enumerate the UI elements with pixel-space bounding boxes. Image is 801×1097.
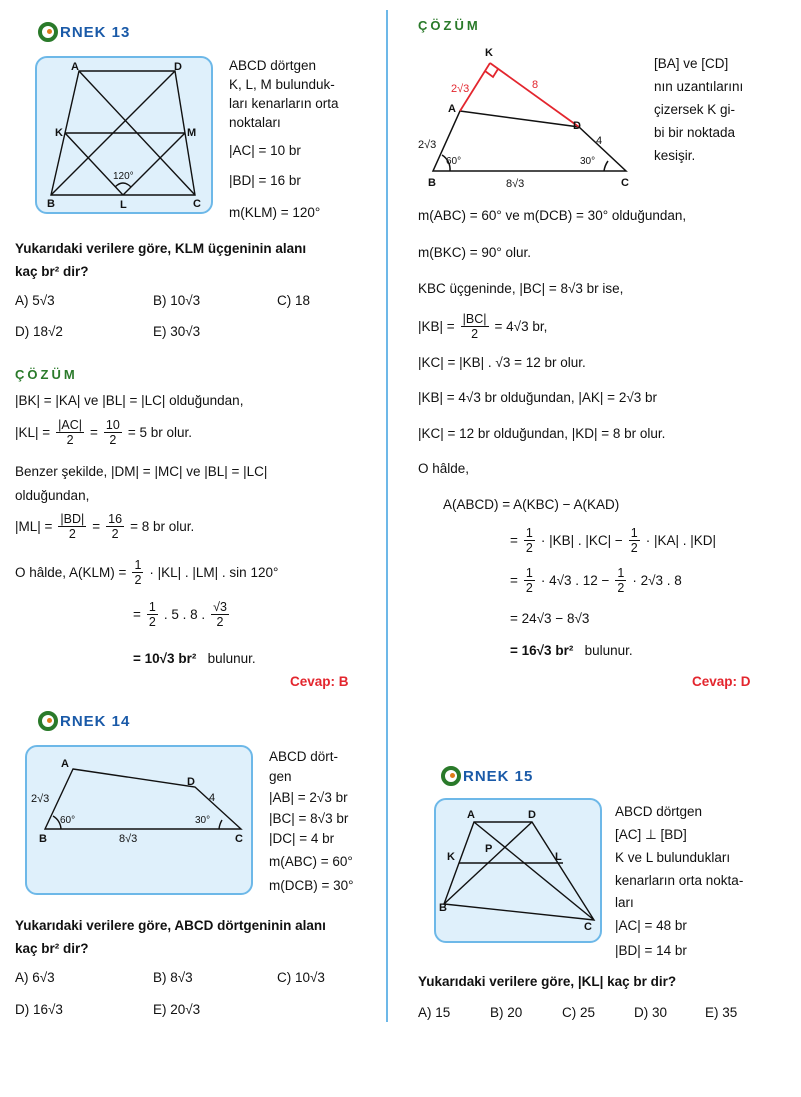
desc-line: K, L, M bulunduk- xyxy=(229,77,335,92)
expr: · |KL| . |LM| . sin 120° xyxy=(149,564,279,580)
ornek-14-figure xyxy=(25,745,253,895)
cozum-14-line-9: A(ABCD) = A(KBC) − A(KAD) xyxy=(443,497,620,512)
expr: = xyxy=(133,606,141,622)
expr: = xyxy=(510,572,518,588)
desc-line: ları kenarların orta xyxy=(229,96,339,111)
cozum-14-line-1: m(ABC) = 60° ve m(DCB) = 30° olduğundan, xyxy=(418,208,687,223)
ornek-14-description xyxy=(269,747,354,897)
cozum-13-line-7 xyxy=(133,600,231,629)
fig-sol-angle-b: 60° xyxy=(446,156,462,167)
fraction xyxy=(524,566,535,595)
desc-line: ABCD dörtgen xyxy=(229,58,317,73)
column-divider xyxy=(386,10,388,1022)
expr: · |KB| . |KC| − xyxy=(540,532,623,548)
fig-sol-side-ka: 2√3 xyxy=(451,83,470,95)
fig14-label-b: B xyxy=(39,833,47,845)
fraction xyxy=(524,526,535,555)
expr: = xyxy=(510,532,518,548)
fig-sol-side-kd: 8 xyxy=(532,79,539,91)
fig15-label-c: C xyxy=(584,921,592,933)
desc-line: ABCD dört- xyxy=(269,749,339,764)
option-a[interactable]: A) 5√3 xyxy=(15,293,55,308)
ornek-13-question: Yukarıdaki verilere göre, KLM üçgeninin alanı xyxy=(15,241,307,256)
fraction xyxy=(629,526,640,555)
result: = 10√3 br² xyxy=(133,651,197,666)
fig13-label-c: C xyxy=(193,198,201,210)
fraction xyxy=(132,558,143,587)
desc-line: ları xyxy=(615,895,634,910)
expr: = 4√3 br, xyxy=(494,318,548,334)
desc-line: [AC] ⊥ [BD] xyxy=(615,827,687,842)
fig13-label-b: B xyxy=(47,198,55,210)
numerator: 1 xyxy=(148,600,156,614)
cozum-13-line-8 xyxy=(133,650,256,668)
denominator: 2 xyxy=(148,615,156,629)
desc-line: m(ABC) = 60° xyxy=(269,854,353,869)
fig-sol-label-b: B xyxy=(428,177,436,189)
numerator: |AC| xyxy=(58,418,83,432)
numerator: 1 xyxy=(617,566,625,580)
fig-sol-label-d: D xyxy=(573,120,581,132)
cozum-14-line-5: |KC| = |KB| . √3 = 12 br olur. xyxy=(418,355,586,370)
fig-sol-label-c: C xyxy=(621,177,629,189)
ornek-15-figure xyxy=(434,798,602,943)
cozum-14-side-text xyxy=(654,52,743,167)
denominator: 2 xyxy=(525,541,533,555)
cozum-14-line-3: KBC üçgeninde, |BC| = 8√3 br ise, xyxy=(418,281,624,296)
ornek-15-description xyxy=(615,800,743,963)
denominator: 2 xyxy=(471,327,479,341)
expr: · 2√3 . 8 xyxy=(632,572,682,588)
side-line: kesişir. xyxy=(654,148,696,163)
denominator: 2 xyxy=(68,527,76,541)
quadrilateral-perpendicular-diagram xyxy=(436,800,600,941)
fig15-label-p: P xyxy=(485,843,493,855)
numerator: |BD| xyxy=(60,512,85,526)
ornek-13-description xyxy=(229,56,339,222)
denominator: 2 xyxy=(111,527,119,541)
option-d[interactable]: D) 18√2 xyxy=(15,324,63,339)
numerator: 1 xyxy=(525,526,533,540)
desc-line: K ve L bulundukları xyxy=(615,850,731,865)
ornek-15-title xyxy=(441,766,533,786)
desc-line: ABCD dörtgen xyxy=(615,804,703,819)
cozum-13-line-2 xyxy=(15,418,192,447)
ornek-13-title xyxy=(38,22,130,42)
fig13-label-k: K xyxy=(55,127,63,139)
expr: · |KA| . |KD| xyxy=(645,532,717,548)
desc-line: |AC| = 10 br xyxy=(229,143,301,158)
desc-line: gen xyxy=(269,769,292,784)
fraction xyxy=(106,512,124,541)
desc-line: |DC| = 4 br xyxy=(269,831,335,846)
fraction xyxy=(461,312,489,341)
option-a[interactable]: A) 15 xyxy=(418,1005,451,1020)
numerator: 16 xyxy=(108,512,123,526)
expr: · 4√3 . 12 − xyxy=(540,572,610,588)
fig-sol-side-dc: 4 xyxy=(596,135,603,147)
denominator: 2 xyxy=(216,615,224,629)
fig14-label-d: D xyxy=(187,776,195,788)
side-line: bi bir noktada xyxy=(654,125,736,140)
option-c[interactable]: C) 18 xyxy=(277,293,311,308)
fig14-angle-b: 60° xyxy=(60,815,76,826)
ornek-15-question: Yukarıdaki verilere göre, |KL| kaç br dir? xyxy=(418,974,677,989)
fig13-angle-120: 120° xyxy=(113,171,134,182)
ornek-15-label: RNEK 15 xyxy=(463,767,534,785)
desc-line: m(DCB) = 30° xyxy=(269,878,354,893)
denominator: 2 xyxy=(617,581,625,595)
fraction xyxy=(104,418,122,447)
expr: O hâlde, A(KLM) = xyxy=(15,564,127,580)
numerator: √3 xyxy=(213,600,227,614)
cozum-14-line-6: |KB| = 4√3 br olduğundan, |AK| = 2√3 br xyxy=(418,390,657,405)
expr: |KB| = xyxy=(418,318,455,334)
fig15-label-a: A xyxy=(467,809,475,821)
cozum-14-line-12: = 24√3 − 8√3 xyxy=(510,611,590,626)
fig14-angle-c: 30° xyxy=(195,815,211,826)
numerator: 1 xyxy=(134,558,142,572)
ornek-13-question-unit: kaç br² dir? xyxy=(15,264,89,279)
cozum-14-line-11 xyxy=(510,566,682,595)
desc-line: noktaları xyxy=(229,115,281,130)
option-a[interactable]: A) 6√3 xyxy=(15,970,55,985)
desc-line: |AC| = 48 br xyxy=(615,918,687,933)
option-c[interactable]: C) 25 xyxy=(562,1005,596,1020)
fig13-label-l: L xyxy=(120,199,127,211)
desc-line: |AB| = 2√3 br xyxy=(269,790,348,805)
expr: = 8 br olur. xyxy=(130,518,195,534)
fig14-label-c: C xyxy=(235,833,243,845)
fig-sol-angle-c: 30° xyxy=(580,156,596,167)
expr: . 5 . 8 . xyxy=(163,606,206,622)
desc-line: m(KLM) = 120° xyxy=(229,205,321,220)
fraction xyxy=(58,512,86,541)
numerator: |BC| xyxy=(462,312,487,326)
denominator: 2 xyxy=(109,433,117,447)
numerator: 1 xyxy=(630,526,638,540)
denominator: 2 xyxy=(630,541,638,555)
fig15-label-k: K xyxy=(447,851,455,863)
fraction xyxy=(56,418,84,447)
cozum-14-line-8: O hâlde, xyxy=(418,461,470,476)
desc-line: |BD| = 16 br xyxy=(229,173,301,188)
triangle-kbc-diagram xyxy=(418,40,633,195)
equals: = xyxy=(90,424,98,440)
fig-sol-label-k: K xyxy=(485,47,493,59)
ornek-13-figure xyxy=(35,56,213,214)
cozum-14-title: ÇÖZÜM xyxy=(418,18,481,33)
ornek-14-label: RNEK 14 xyxy=(60,712,131,730)
cozum-13-title: ÇÖZÜM xyxy=(15,367,78,382)
fig13-label-a: A xyxy=(71,61,79,73)
fig15-label-b: B xyxy=(439,902,447,914)
result: = 16√3 br² xyxy=(510,643,574,658)
desc-line: |BC| = 8√3 br xyxy=(269,811,349,826)
cozum-13-line-1: |BK| = |KA| ve |BL| = |LC| olduğundan, xyxy=(15,393,244,408)
fig-sol-side-bc: 8√3 xyxy=(506,178,525,190)
trapezoid-klm-diagram xyxy=(37,58,211,212)
expr: |KL| = xyxy=(15,424,51,440)
fraction xyxy=(147,600,158,629)
ornek-14-question-unit: kaç br² dir? xyxy=(15,941,89,956)
option-e[interactable]: E) 30√3 xyxy=(153,324,201,339)
option-d[interactable]: D) 30 xyxy=(634,1005,668,1020)
fig15-label-l: L xyxy=(555,851,562,863)
fig13-label-m: M xyxy=(187,127,197,139)
ornek-14-title xyxy=(38,711,130,731)
option-e[interactable]: E) 20√3 xyxy=(153,1002,201,1017)
fig14-label-a: A xyxy=(61,758,69,770)
cozum-13-line-4: olduğundan, xyxy=(15,488,90,503)
denominator: 2 xyxy=(66,433,74,447)
option-c[interactable]: C) 10√3 xyxy=(277,970,325,985)
option-d[interactable]: D) 16√3 xyxy=(15,1002,63,1017)
denominator: 2 xyxy=(525,581,533,595)
answer-13: Cevap: B xyxy=(290,674,349,689)
fraction xyxy=(211,600,229,629)
ornek-logo-icon xyxy=(38,711,58,731)
fig14-side-dc: 4 xyxy=(209,792,216,804)
option-b[interactable]: B) 10√3 xyxy=(153,293,201,308)
cozum-14-line-10 xyxy=(510,526,716,555)
fraction xyxy=(615,566,626,595)
side-line: çizersek K gi- xyxy=(654,102,736,117)
fig14-side-ab: 2√3 xyxy=(31,793,50,805)
equals: = xyxy=(92,518,101,534)
fig14-side-bc: 8√3 xyxy=(119,833,138,845)
denominator: 2 xyxy=(134,573,142,587)
cozum-13-line-3: Benzer şekilde, |DM| = |MC| ve |BL| = |LC| xyxy=(15,464,268,479)
quadrilateral-abcd-diagram xyxy=(27,747,251,893)
fig13-label-d: D xyxy=(174,61,182,73)
option-e[interactable]: E) 35 xyxy=(705,1005,738,1020)
answer-14: Cevap: D xyxy=(692,674,751,689)
side-line: [BA] ve [CD] xyxy=(654,56,729,71)
option-b[interactable]: B) 8√3 xyxy=(153,970,193,985)
ornek-13-label: RNEK 13 xyxy=(60,23,131,41)
side-line: nın uzantılarını xyxy=(654,79,744,94)
desc-line: |BD| = 14 br xyxy=(615,943,687,958)
cozum-14-figure xyxy=(418,40,633,195)
ornek-logo-icon xyxy=(38,22,58,42)
cozum-14-line-4 xyxy=(418,312,547,341)
fig-sol-label-a: A xyxy=(448,103,456,115)
fig15-label-d: D xyxy=(528,809,536,821)
expr: bulunur. xyxy=(584,643,633,658)
expr: = 5 br olur. xyxy=(127,424,192,440)
numerator: 1 xyxy=(525,566,533,580)
ornek-logo-icon xyxy=(441,766,461,786)
numerator: 10 xyxy=(105,418,120,432)
ornek-14-question: Yukarıdaki verilere göre, ABCD dörtgeninin alanı xyxy=(15,918,326,933)
fig-sol-side-ab: 2√3 xyxy=(418,139,437,151)
expr: bulunur. xyxy=(207,651,256,666)
cozum-14-line-13 xyxy=(510,642,633,660)
cozum-14-line-2: m(BKC) = 90° olur. xyxy=(418,245,532,260)
option-b[interactable]: B) 20 xyxy=(490,1005,523,1020)
cozum-13-line-5 xyxy=(15,512,194,541)
cozum-14-line-7: |KC| = 12 br olduğundan, |KD| = 8 br olur. xyxy=(418,426,666,441)
cozum-13-line-6 xyxy=(15,558,278,587)
expr: |ML| = xyxy=(15,518,53,534)
desc-line: kenarların orta nokta- xyxy=(615,873,744,888)
